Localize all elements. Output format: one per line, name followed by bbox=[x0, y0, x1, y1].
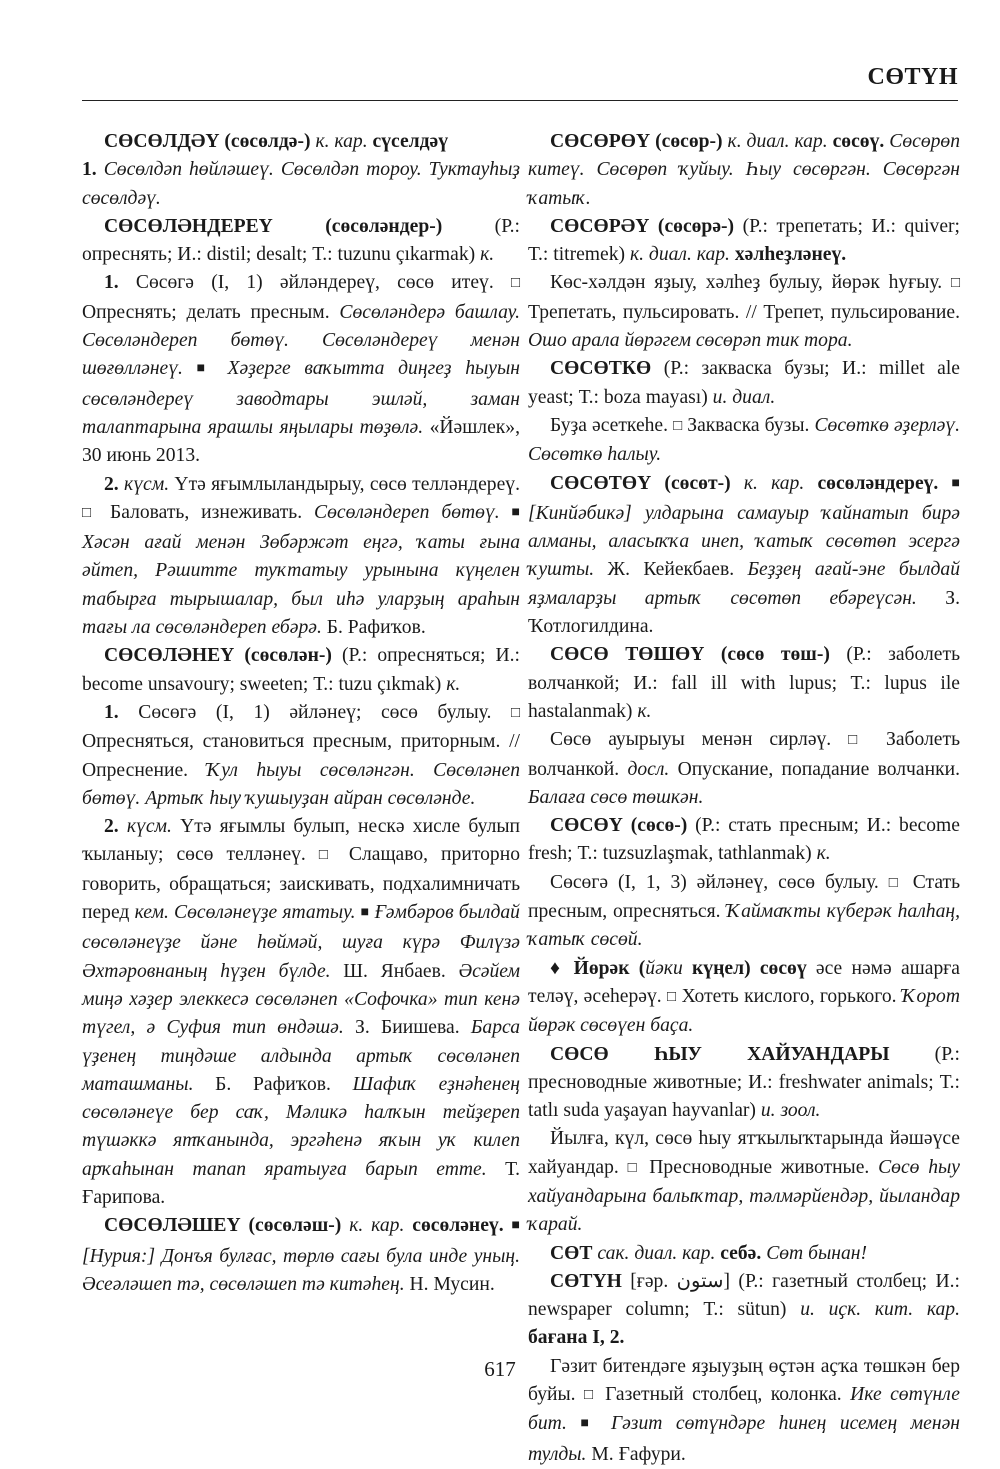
text bbox=[804, 473, 817, 494]
example-marker-icon: ■ bbox=[196, 361, 214, 377]
dictionary-entry-paragraph bbox=[528, 641, 960, 726]
text bbox=[355, 902, 360, 923]
dictionary-entry-paragraph bbox=[82, 699, 520, 813]
text: Көс-хәлдән яҙыу, хәлһеҙ булыу, йөрәк һуғыу. bbox=[550, 272, 951, 294]
italic-text: к. bbox=[446, 673, 461, 695]
dictionary-entry-paragraph bbox=[528, 1268, 960, 1353]
text: Б. Рафиҡов. bbox=[193, 1073, 353, 1095]
example-marker-icon: ■ bbox=[360, 905, 370, 921]
italic-text: Сөсөләндереп бөтөү. bbox=[314, 501, 500, 523]
italic-text: Хәсән ағай менән Зөбәржәт еңгә, ҡаты ғына әйтеп, Рәшитте туҡтатыу урынына күңелен табырға тырышалар, был иһә уларҙың араһын тағы ла сөсөләндереп ебәрә. bbox=[82, 532, 520, 639]
text: (Р.: стать пресным; И.: become fresh; Т.: tuzsuzlaşmak, tathlanmak) bbox=[528, 815, 960, 865]
text: «Йәшлек», 30 июнь 2013. bbox=[82, 416, 520, 467]
translation-marker-icon: □ bbox=[584, 1387, 597, 1404]
bold-text: 1. bbox=[104, 272, 119, 294]
italic-text: и. диал. bbox=[712, 386, 776, 408]
dictionary-entry-paragraph bbox=[528, 213, 960, 270]
text bbox=[97, 159, 104, 180]
translation-marker-icon: □ bbox=[888, 874, 903, 891]
text: Опресняться, становиться пресным, приторным. // Опреснение. bbox=[82, 731, 520, 781]
text: Б. Рафиҡов. bbox=[321, 617, 426, 639]
translation-marker-icon: □ bbox=[510, 704, 520, 721]
text: [ғәр. ستون] (Р.: газетный столбец; И.: newspaper column; Т.: sütun) bbox=[528, 1270, 960, 1321]
text: Сөсөгә (I, 1, 3) әйләнеү, сөсө булыу. bbox=[550, 871, 889, 893]
dictionary-entry-paragraph bbox=[82, 642, 520, 699]
text: (Р.: пресноводные животные; И.: freshwater animals; Т.: tatlı suda yaşayan hayvanlar) bbox=[528, 1043, 960, 1122]
translation-marker-icon: □ bbox=[673, 417, 683, 434]
dictionary-entry-paragraph bbox=[528, 1041, 960, 1126]
headword: СӨСӨРӨҮ (сөсөр-) bbox=[550, 131, 723, 152]
italic-text: Шафиҡ еҙнәһенең сөсөләнеүе бер саҡ, Мәликә һалҡын тейҙереп түшәккә ятҡанында, эргәһенә яҡын уҡ килеп арҡаһынан тапап яратыуға барып етте. bbox=[82, 1073, 520, 1180]
italic-text: Сөсөткө әҙерләү. Сөсөткө һалыу. bbox=[528, 414, 961, 466]
text: Сөсөгә (I, 1) әйләнеү; сөсө булыу. bbox=[118, 701, 511, 723]
dictionary-entry-paragraph bbox=[528, 726, 960, 812]
dictionary-entry-paragraph bbox=[82, 128, 520, 156]
dictionary-entry-paragraph bbox=[528, 470, 960, 642]
text: Опускание, попадание волчанки. bbox=[669, 758, 960, 780]
italic-text: к. кар. bbox=[315, 131, 368, 152]
text: Стать пресным, опресняться. bbox=[528, 871, 961, 923]
italic-text: сак. диал. кар. bbox=[597, 1242, 716, 1264]
dictionary-entry-paragraph bbox=[82, 813, 520, 1212]
bold-text: бағана I, 2. bbox=[528, 1327, 625, 1349]
text bbox=[731, 473, 744, 494]
left-column bbox=[82, 128, 520, 1299]
right-column bbox=[528, 128, 960, 1469]
italic-text: күсм. bbox=[124, 473, 170, 495]
dictionary-entry-paragraph bbox=[528, 128, 960, 213]
headword: СӨСӨТӨҮ (сөсөт-) bbox=[550, 472, 731, 494]
text bbox=[504, 1215, 512, 1236]
dictionary-entry-paragraph bbox=[82, 1212, 520, 1299]
headword: СӨСӨТКӨ bbox=[550, 358, 652, 380]
dictionary-entry-paragraph bbox=[528, 1125, 960, 1239]
text: Гәзит битендәге яҙыуҙың өҫтән аҫҡа төшкән бер буйы. bbox=[528, 1355, 960, 1406]
translation-marker-icon: □ bbox=[950, 275, 960, 292]
text: М. Ғафури. bbox=[586, 1443, 686, 1465]
italic-text: Ҡорот йөрәк сөсөүен баҫа. bbox=[528, 985, 960, 1037]
italic-text: к. диал. кар. bbox=[629, 244, 730, 266]
text: (Р.: закваска бузы; И.: millet ale yeast; Т.: boza mayası) bbox=[528, 358, 960, 408]
italic-text: йәки bbox=[645, 957, 683, 979]
text: З. Ҡотлогилдина. bbox=[528, 587, 960, 638]
text: Опреснять; делать пресным. bbox=[82, 301, 340, 323]
italic-text: Балаға сөсө төшкән. bbox=[528, 786, 704, 808]
headword: СӨСӨЛӘШЕҮ (сөсөләш-) bbox=[104, 1215, 342, 1237]
dictionary-entry-paragraph bbox=[528, 269, 960, 355]
text: Пресноводные животные. bbox=[640, 1156, 879, 1178]
text: (Р.: опресняться; И.: become unsavoury; sweeten; Т.: tuzu çıkmak) bbox=[82, 645, 520, 695]
headword: СӨСӨЛӘНЕҮ (сөсөлән-) bbox=[104, 645, 332, 667]
italic-text: Беҙҙең ағай-эне былдай яҙмаларҙы артыҡ сөсөтөп ебәреүсән. bbox=[528, 559, 960, 609]
headword: СӨСӨЛӘНДЕРЕҮ (сөсөләндер-) bbox=[104, 215, 443, 237]
translation-marker-icon: □ bbox=[82, 504, 99, 521]
text: Т. Ғарипова. bbox=[82, 1158, 520, 1208]
text: әсе нәмә ашарға теләү, әсеһерәү. bbox=[528, 957, 960, 1007]
bold-text: сөсөү. bbox=[832, 131, 885, 152]
bold-text: сүселдәү bbox=[372, 131, 449, 152]
italic-text: Сөт бынан! bbox=[766, 1242, 867, 1264]
page-number: 617 bbox=[484, 1357, 516, 1381]
text: Хотеть кислого, горького. bbox=[676, 985, 902, 1007]
italic-text: [Кинйәбикә] улдарына самауыр ҡайнатып бирә алманы, аласыҡҡа инеп, ҡатыҡ сөсөтөп эсергә ҡушты. bbox=[528, 502, 960, 581]
text: Үтә яғымлы булып, нескә хисле булып ҡыланыу; сөсө телләнеү. bbox=[82, 816, 520, 866]
headword: СӨТҮН bbox=[550, 1270, 622, 1292]
italic-text: Сөсөлдәп һөйләшеү. Сөсөлдәп тороу. Туктауһыҙ сөсөлдәү. bbox=[82, 159, 520, 209]
text: Н. Мусин. bbox=[404, 1273, 495, 1295]
italic-text: к. bbox=[637, 700, 652, 722]
italic-text: Барса үҙенең тиңдәше алдында артыҡ сөсөләнеп маташманы. bbox=[82, 1017, 520, 1095]
text: З. Биишева. bbox=[343, 1017, 471, 1039]
italic-text: досл. bbox=[627, 758, 670, 780]
bold-text: 1. bbox=[104, 701, 119, 723]
italic-text: к. кар. bbox=[349, 1215, 405, 1237]
text bbox=[938, 473, 951, 494]
italic-text: Ике сөтүнле бит. bbox=[528, 1384, 960, 1435]
example-marker-icon: ■ bbox=[511, 1218, 520, 1234]
italic-text: Ҡул һыуы сөсөләнгән. Сөсөләнеп бөтөү. Артыҡ һыу ҡушыуҙан айран сөсөләнде. bbox=[82, 759, 520, 809]
headword: СӨСӨ ТӨШӨҮ (сөсө төш-) bbox=[550, 644, 830, 666]
translation-marker-icon: □ bbox=[510, 275, 520, 292]
translation-marker-icon: □ bbox=[627, 1159, 641, 1176]
text bbox=[500, 502, 512, 523]
example-marker-icon: ■ bbox=[951, 475, 961, 491]
italic-text: к. bbox=[480, 244, 495, 266]
bold-text: сөсөләнеү. bbox=[412, 1215, 504, 1237]
text: Буҙа әсеткеһе. bbox=[550, 414, 674, 436]
italic-text: Әсәйем миңә хәҙер элеккесә сөсөләнеп «Софочка» тип кенә түгел, ә Суфия тип өндәшә. bbox=[82, 960, 520, 1039]
translation-marker-icon: □ bbox=[318, 847, 336, 864]
italic-text: Сөсөрөп китеү. Сөсөрөп ҡуйыу. Һыу сөсөргән. Сөсөргән ҡатыҡ. bbox=[528, 131, 961, 209]
dictionary-entry-paragraph bbox=[528, 355, 960, 412]
dictionary-entry-paragraph bbox=[82, 213, 520, 270]
italic-text: [Нурия:] Донъя булғас, төрлө сағы була инде уның. Әсеәләшеп тә, сөсөләшеп тә китәһең. bbox=[82, 1245, 520, 1295]
text bbox=[119, 816, 127, 837]
bold-text: 2. bbox=[104, 473, 119, 495]
text bbox=[567, 1413, 580, 1434]
text bbox=[183, 358, 197, 379]
headword: СӨТ bbox=[550, 1242, 593, 1264]
text: Слащаво, приторно говорить, обращаться; заискивать, подхалимничать перед bbox=[82, 844, 520, 924]
italic-text: и. иҫк. кит. кар. bbox=[800, 1299, 960, 1321]
text: Ж. Кейекбаев. bbox=[594, 559, 748, 581]
dictionary-entry-paragraph bbox=[528, 955, 960, 1041]
text: Сөсөгә (I, 1) әйләндереү, сөсө итеү. bbox=[118, 272, 511, 294]
italic-text: Сөсө һыу хайуандарына балыҡтар, тәлмәрйендәр, йыландар ҡарай. bbox=[528, 1156, 960, 1236]
text: Трепетать, пульсировать. // Трепет, пульсирование. bbox=[528, 301, 960, 323]
dictionary-entry-paragraph bbox=[528, 812, 960, 869]
bold-text: күңел) сөсөү bbox=[682, 957, 807, 979]
italic-text: күсм. bbox=[126, 816, 172, 838]
italic-text: кем. Сөсөләнеүҙе ятатыу. bbox=[134, 902, 356, 924]
bold-text: хәлһеҙләнеү. bbox=[734, 244, 847, 266]
italic-text: к. диал. кар. bbox=[727, 131, 828, 152]
dictionary-entry-paragraph bbox=[528, 1240, 960, 1268]
text: Сөсө ауырыуы менән сирләү. bbox=[550, 729, 849, 751]
dictionary-entry-paragraph bbox=[528, 412, 960, 470]
headword: СӨСӨРӘҮ (сөсөрә-) bbox=[550, 215, 735, 237]
text: Үтә яғымлыландырыу, сөсө телләндереү. bbox=[169, 473, 520, 495]
text: (Р.: заболеть волчанкой; И.: fall ill with lupus; Т.: lupus ile hastalanmak) bbox=[528, 644, 961, 722]
bold-text: ♦ Йөрәк ( bbox=[550, 957, 646, 979]
header-rule bbox=[82, 100, 958, 101]
translation-marker-icon: □ bbox=[666, 988, 677, 1005]
dictionary-entry-paragraph bbox=[82, 269, 520, 470]
bold-text: себә. bbox=[720, 1242, 762, 1264]
italic-text: Ҡаймаҡты күберәк һалһаң, ҡатыҡ сөсөй. bbox=[528, 901, 960, 951]
translation-marker-icon: □ bbox=[848, 732, 870, 749]
italic-text: Гәзит сөтүндәре һинең исемең менән тулды. bbox=[528, 1413, 960, 1465]
headword: СӨСӨЛДӘҮ (сөсөлдә-) bbox=[104, 131, 311, 152]
text: Газетный столбец, колонка. bbox=[596, 1384, 851, 1406]
italic-text: Сөсөләндерә башлау. Сөсөләндереп бөтөү. Сөсөләндереү менән шөғөлләнеү. bbox=[82, 301, 520, 380]
dictionary-entry-paragraph bbox=[82, 471, 520, 643]
italic-text: к. кар. bbox=[743, 472, 805, 494]
text: Закваска бузы. bbox=[682, 414, 815, 436]
text: Йылға, күл, сөсө һыу ятҡылыҡтарында йәшәүсе хайуандар. bbox=[528, 1128, 960, 1178]
bold-text: 1. bbox=[82, 159, 97, 181]
dictionary-entry-paragraph bbox=[528, 869, 960, 955]
text: (Р.: опреснять; И.: distil; desalt; Т.: tuzunu çıkarmak) bbox=[82, 215, 520, 266]
example-marker-icon: ■ bbox=[511, 504, 521, 520]
dictionary-entry-paragraph bbox=[82, 156, 520, 213]
headword: СӨСӨҮ (сөсө-) bbox=[550, 815, 688, 837]
italic-text: и. зоол. bbox=[760, 1100, 821, 1122]
headword: СӨСӨ ҺЫУ ХАЙУАНДАРЫ bbox=[550, 1043, 890, 1065]
text bbox=[597, 1413, 610, 1434]
bold-text: сөсөләндереү. bbox=[817, 472, 939, 494]
bold-text: 2. bbox=[104, 816, 119, 838]
italic-text: Хәҙерге ваҡытта диңгеҙ һыуын сөсөләндереү заводтары эшләй, заман талаптарына ярашлы яңылары төҙөлә. bbox=[82, 358, 520, 438]
italic-text: Ошо арала йөрәгем сөсөрәп тик тора. bbox=[528, 330, 853, 352]
text: (Р.: трепетать; И.: quiver; Т.: titremek) bbox=[528, 215, 961, 266]
text: Заболеть волчанкой. bbox=[528, 729, 961, 780]
text: Баловать, изнеживать. bbox=[98, 501, 315, 523]
italic-text: Ғәмбәров былдай сөсөләнеүҙе йәне һөймәй, шуға күрә Филүзә Әхтәровнаның һүҙен бүлде. bbox=[82, 902, 520, 982]
running-head: СӨТҮН bbox=[867, 64, 958, 90]
text: Ш. Янбаев. bbox=[330, 960, 459, 982]
text bbox=[214, 358, 228, 379]
example-marker-icon: ■ bbox=[580, 1416, 598, 1432]
italic-text: к. bbox=[816, 843, 831, 865]
